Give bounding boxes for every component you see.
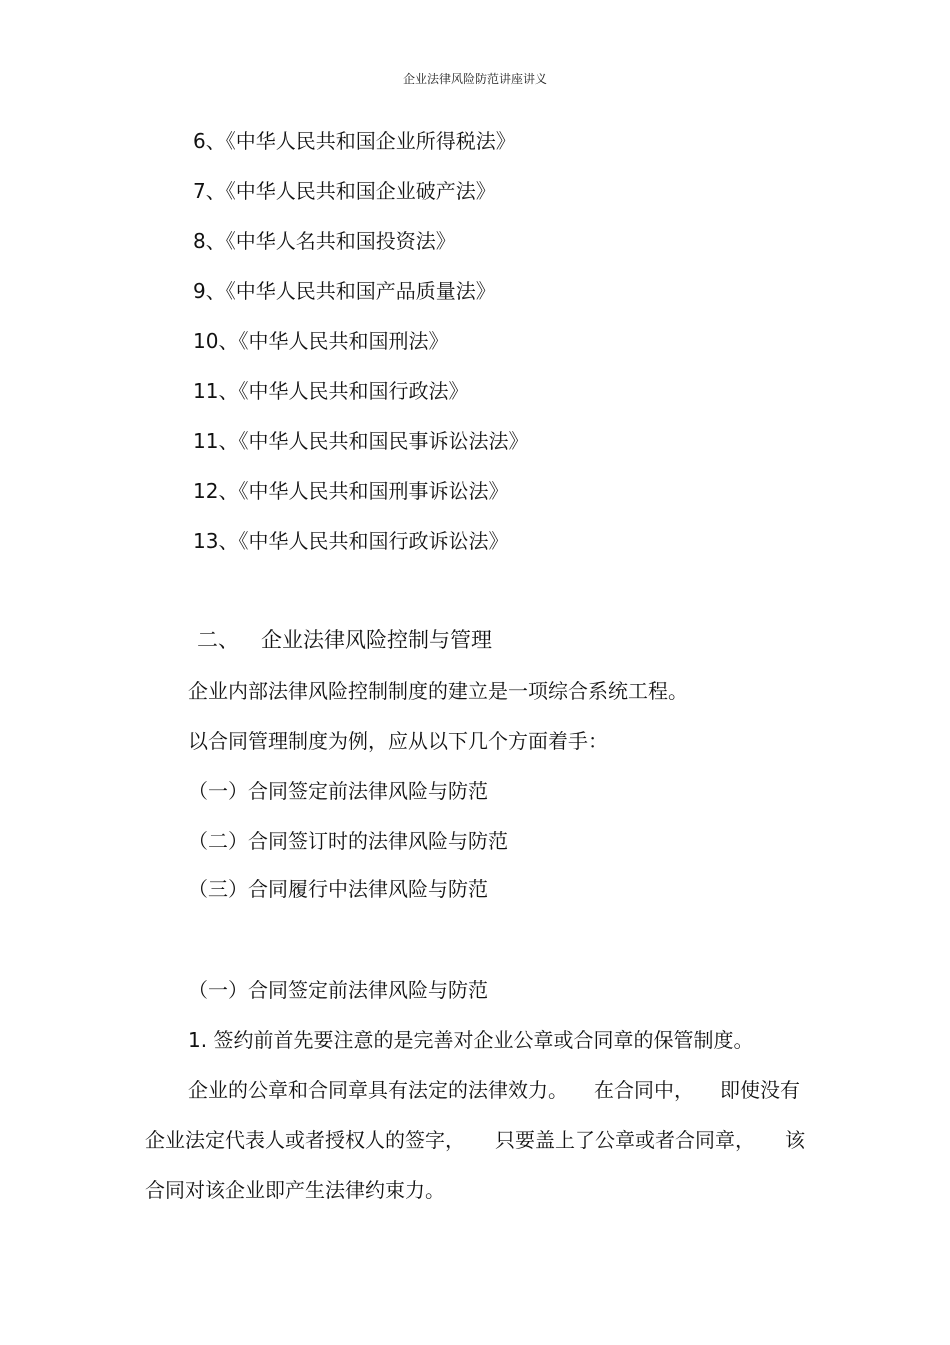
text-segment: 该	[785, 1128, 805, 1152]
body-paragraph-line	[145, 1126, 805, 1154]
aspect-item: （一）合同签定前法律风险与防范	[188, 779, 488, 803]
text-segment: 在合同中，	[594, 1078, 694, 1102]
text-segment: 只要盖上了公章或者合同章，	[495, 1128, 755, 1152]
text-segment: 企业的公章和合同章具有法定的法律效力。	[188, 1078, 568, 1102]
section-heading	[197, 626, 492, 654]
law-list-item: 10、《中华人民共和国刑法》	[193, 329, 449, 353]
body-paragraph-line: 合同对该企业即产生法律约束力。	[145, 1178, 445, 1202]
law-list-item: 13、《中华人民共和国行政诉讼法》	[193, 529, 509, 553]
law-list-item: 9、《中华人民共和国产品质量法》	[193, 279, 496, 303]
law-list	[193, 127, 528, 577]
text-segment: 即使没有	[720, 1078, 800, 1102]
aspect-item: （三）合同履行中法律风险与防范	[188, 877, 488, 901]
body-paragraph-line	[188, 1076, 800, 1104]
section-title: 企业法律风险控制与管理	[261, 628, 492, 652]
aspect-item: （二）合同签订时的法律风险与防范	[188, 829, 508, 853]
text-segment: 企业法定代表人或者授权人的签字，	[145, 1128, 465, 1152]
law-list-item: 11、《中华人民共和国行政法》	[193, 379, 469, 403]
law-list-item: 7、《中华人民共和国企业破产法》	[193, 179, 496, 203]
section-lead: 以合同管理制度为例，应从以下几个方面着手：	[188, 729, 608, 753]
law-list-item: 8、《中华人名共和国投资法》	[193, 229, 456, 253]
law-list-item: 11、《中华人民共和国民事诉讼法法》	[193, 429, 529, 453]
point-one: 1. 签约前首先要注意的是完善对企业公章或合同章的保管制度。	[188, 1028, 754, 1052]
law-list-item: 12、《中华人民共和国刑事诉讼法》	[193, 479, 509, 503]
subsection-heading: （一）合同签定前法律风险与防范	[188, 978, 488, 1002]
section-intro: 企业内部法律风险控制制度的建立是一项综合系统工程。	[188, 679, 688, 703]
section-number: 二、	[197, 628, 239, 652]
running-header: 企业法律风险防范讲座讲义	[402, 72, 547, 86]
law-list-item: 6、《中华人民共和国企业所得税法》	[193, 129, 516, 153]
